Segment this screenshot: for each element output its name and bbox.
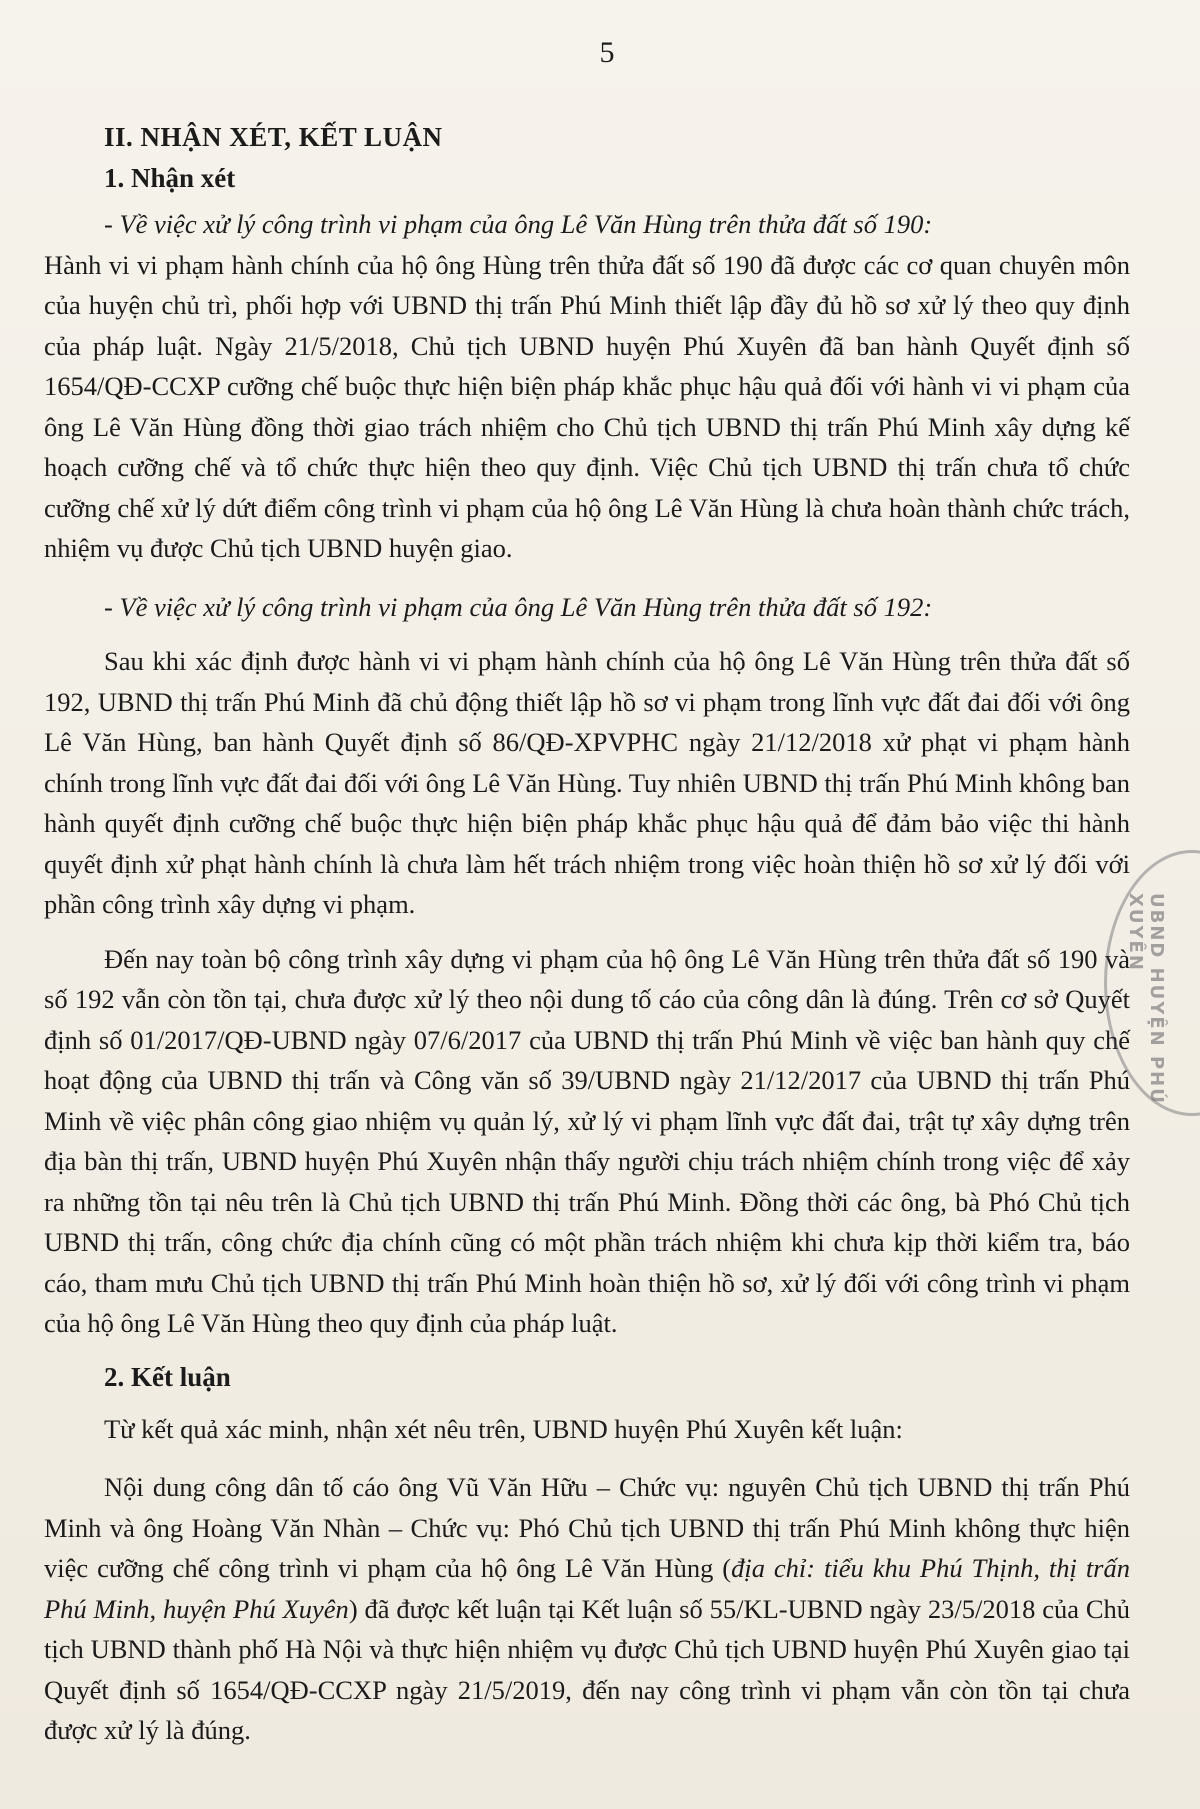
conclusion-text-part1: Nội dung công dân tố cáo ông Vũ Văn Hữu – Chức vụ: nguyên Chủ tịch UBND thị trấn Phú Minh và ông Hoàng Văn Nhàn – Chức vụ: Phó Chủ tịch UBND thị trấn Phú Minh không thực hiện việc cưỡng chế công trình vi phạm của hộ ông Lê Văn Hùng ( <box>44 1472 1130 1583</box>
subsection-heading-remarks: 1. Nhận xét <box>104 163 236 193</box>
subsection-heading-conclusion: 2. Kết luận <box>104 1361 231 1392</box>
paragraph-plot-190: Hành vi vi phạm hành chính của hộ ông Hùng trên thửa đất số 190 đã được các cơ quan chuyên môn của huyện chủ trì, phối hợp với UBND thị trấn Phú Minh thiết lập đầy đủ hồ sơ xử lý theo quy định của pháp luật. Ngày 21/5/2018, Chủ tịch UBND huyện Phú Xuyên đã ban hành Quyết định số 1654/QĐ-CCXP cưỡng chế buộc thực hiện biện pháp khắc phục hậu quả đối với hành vi vi phạm của ông Lê Văn Hùng đồng thời giao trách nhiệm cho Chủ tịch UBND thị trấn Phú Minh xây dựng kế hoạch cưỡng chế và tổ chức thực hiện theo quy định. Việc Chủ tịch UBND thị trấn chưa tổ chức cưỡng chế xử lý dứt điểm công trình vi phạm của hộ ông Lê Văn Hùng là chưa hoàn thành chức trách, nhiệm vụ được Chủ tịch UBND huyện giao. <box>44 249 1130 563</box>
section-title: II. NHẬN XÉT, KẾT LUẬN <box>104 122 443 152</box>
stamp-text: UBND HUYỆN PHÚ XUYÊN <box>1125 893 1167 1105</box>
conclusion-address-italic: địa chỉ: tiểu khu Phú Thịnh, thị trấn Phú Minh, huyện Phú Xuyên <box>44 1553 1130 1624</box>
paragraph-conclusion-body <box>44 1467 1130 1751</box>
conclusion-text-part2: ) đã được kết luận tại Kết luận số 55/KL-UBND ngày 23/5/2018 của Chủ tịch UBND thành phố Hà Nội và thực hiện nhiệm vụ được Chủ tịch UBND huyện Phú Xuyên giao tại Quyết định số 1654/QĐ-CCXP ngày 21/5/2019, đến nay công trình vi phạm vẫn còn tồn tại chưa được xử lý là đúng. <box>44 1593 1131 1745</box>
paragraph-lead-plot-192: - Về việc xử lý công trình vi phạm của ông Lê Văn Hùng trên thửa đất số 192: <box>104 591 933 622</box>
paragraph-lead-plot-190: - Về việc xử lý công trình vi phạm của ông Lê Văn Hùng trên thửa đất số 190: <box>104 209 933 239</box>
paragraph-current-status: Đến nay toàn bộ công trình xây dựng vi phạm của hộ ông Lê Văn Hùng trên thửa đất số 190 và số 192 vẫn còn tồn tại, chưa được xử lý theo nội dung tố cáo của công dân là đúng. Trên cơ sở Quyết định số 01/2017/QĐ-UBND ngày 07/6/2017 của UBND thị trấn Phú Minh về việc ban hành quy chế hoạt động của UBND thị trấn và Công văn số 39/UBND ngày 21/12/2017 của UBND thị trấn Phú Minh về việc phân công giao nhiệm vụ quản lý, xử lý vi phạm lĩnh vực đất đai, trật tự xây dựng trên địa bàn thị trấn, UBND huyện Phú Xuyên nhận thấy người chịu trách nhiệm chính trong việc để xảy ra những tồn tại nêu trên là Chủ tịch UBND thị trấn Phú Minh. Đồng thời các ông, bà Phó Chủ tịch UBND thị trấn, công chức địa chính cũng có một phần trách nhiệm khi chưa kịp thời kiểm tra, báo cáo, tham mưu Chủ tịch UBND thị trấn Phú Minh hoàn thiện hồ sơ, xử lý đối với công trình vi phạm của hộ ông Lê Văn Hùng theo quy định của pháp luật. <box>44 943 1130 1338</box>
page-number: 5 <box>599 36 615 69</box>
paragraph-conclusion-intro: Từ kết quả xác minh, nhận xét nêu trên, UBND huyện Phú Xuyên kết luận: <box>104 1413 903 1444</box>
paragraph-plot-192: Sau khi xác định được hành vi vi phạm hành chính của hộ ông Lê Văn Hùng trên thửa đất số 192, UBND thị trấn Phú Minh đã chủ động thiết lập hồ sơ vi phạm trong lĩnh vực đất đai đối với ông Lê Văn Hùng, ban hành Quyết định số 86/QĐ-XPVPHC ngày 21/12/2018 xử phạt vi phạm hành chính trong lĩnh vực đất đai đối với ông Lê Văn Hùng. Tuy nhiên UBND thị trấn Phú Minh không ban hành quyết định cưỡng chế buộc thực hiện biện pháp khắc phục hậu quả để đảm bảo việc thi hành quyết định xử phạt hành chính là chưa làm hết trách nhiệm trong việc hoàn thiện hồ sơ xử lý đối với phần công trình xây dựng vi phạm. <box>44 646 1130 919</box>
